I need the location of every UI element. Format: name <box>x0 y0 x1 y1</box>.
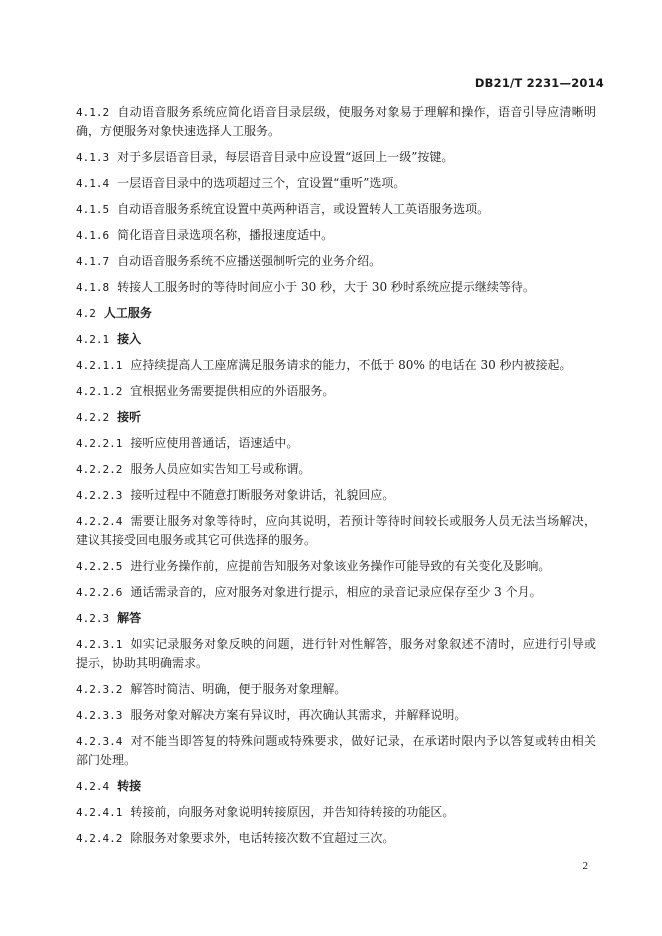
clause-paragraph <box>76 174 596 193</box>
clause-number: 4.1.8 <box>76 281 110 294</box>
clause-number: 4.1.3 <box>76 151 110 164</box>
document-body <box>76 103 596 855</box>
clause-text: 对于多层语音目录，每层语音目录中应设置“返回上一级”按键。 <box>117 150 454 164</box>
clause-text: 通话需录音的，应对服务对象进行提示，相应的录音记录应保存至少 3 个月。 <box>130 585 542 599</box>
clause-number: 4.2.3.4 <box>76 735 123 748</box>
clause-number: 4.2.3.3 <box>76 709 123 722</box>
clause-number: 4.2.2.5 <box>76 560 123 573</box>
clause-number: 4.2.4 <box>76 780 110 793</box>
clause-number: 4.2 <box>76 307 96 320</box>
clause-paragraph <box>76 486 596 505</box>
clause-number: 4.1.6 <box>76 229 110 242</box>
clause-number: 4.2.1.2 <box>76 385 123 398</box>
clause-paragraph <box>76 252 596 271</box>
clause-paragraph <box>76 200 596 219</box>
clause-paragraph <box>76 148 596 167</box>
clause-paragraph <box>76 583 596 602</box>
clause-number: 4.2.1.1 <box>76 359 123 372</box>
document-code: DB21/T 2231—2014 <box>474 76 604 90</box>
clause-number: 4.1.5 <box>76 203 110 216</box>
clause-text: 服务对象对解决方案有异议时，再次确认其需求，并解释说明。 <box>130 708 467 722</box>
heading-text: 接听 <box>117 410 142 424</box>
clause-text: 对不能当即答复的特殊问题或特殊要求，做好记录，在承诺时限内予以答复或转由相关部门处理。 <box>76 734 596 767</box>
clause-text: 除服务对象要求外，电话转接次数不宜超过三次。 <box>130 831 395 845</box>
clause-paragraph <box>76 706 596 725</box>
heading-text: 人工服务 <box>103 306 152 320</box>
clause-paragraph <box>76 732 596 770</box>
heading-text: 解答 <box>117 611 142 625</box>
clause-text: 接听过程中不随意打断服务对象讲话，礼貌回应。 <box>130 488 395 502</box>
clause-paragraph <box>76 103 596 141</box>
heading-text: 接入 <box>117 332 142 346</box>
clause-paragraph <box>76 512 596 550</box>
clause-number: 4.2.3.1 <box>76 638 123 651</box>
clause-paragraph <box>76 635 596 673</box>
clause-number: 4.2.2.4 <box>76 515 123 528</box>
clause-paragraph <box>76 680 596 699</box>
clause-number: 4.2.1 <box>76 333 110 346</box>
clause-number: 4.1.4 <box>76 177 110 190</box>
clause-number: 4.2.2 <box>76 411 110 424</box>
section-heading <box>76 609 596 628</box>
clause-number: 4.2.3 <box>76 612 110 625</box>
clause-text: 简化语音目录选项名称，播报速度适中。 <box>117 228 334 242</box>
section-heading <box>76 777 596 796</box>
clause-text: 应持续提高人工座席满足服务请求的能力，不低于 80% 的电话在 30 秒内被接起。 <box>130 358 572 372</box>
clause-paragraph <box>76 803 596 822</box>
clause-paragraph <box>76 829 596 848</box>
clause-paragraph <box>76 356 596 375</box>
clause-paragraph <box>76 460 596 479</box>
clause-text: 自动语音服务系统不应播送强制听完的业务介绍。 <box>117 254 382 268</box>
clause-paragraph <box>76 434 596 453</box>
clause-text: 接听应使用普通话，语速适中。 <box>130 436 299 450</box>
clause-text: 服务人员应如实告知工号或称谓。 <box>130 462 311 476</box>
section-heading <box>76 330 596 349</box>
clause-text: 解答时简洁、明确，便于服务对象理解。 <box>130 682 347 696</box>
section-heading <box>76 304 596 323</box>
clause-text: 转接人工服务时的等待时间应小于 30 秒，大于 30 秒时系统应提示继续等待。 <box>117 280 535 294</box>
clause-text: 宜根据业务需要提供相应的外语服务。 <box>130 384 335 398</box>
clause-number: 4.2.2.6 <box>76 586 123 599</box>
clause-number: 4.2.4.2 <box>76 832 123 845</box>
clause-number: 4.2.2.1 <box>76 437 123 450</box>
clause-text: 需要让服务对象等待时，应向其说明，若预计等待时间较长或服务人员无法当场解决，建议其接受回电服务或其它可供选择的服务。 <box>76 514 596 547</box>
clause-paragraph <box>76 278 596 297</box>
clause-paragraph <box>76 557 596 576</box>
clause-text: 如实记录服务对象反映的问题，进行针对性解答，服务对象叙述不清时，应进行引导或提示，协助其明确需求。 <box>76 637 596 670</box>
clause-text: 自动语音服务系统宜设置中英两种语言，或设置转人工英语服务选项。 <box>117 202 490 216</box>
clause-text: 转接前，向服务对象说明转接原因，并告知待转接的功能区。 <box>130 805 455 819</box>
clause-paragraph <box>76 226 596 245</box>
clause-number: 4.1.7 <box>76 255 110 268</box>
clause-paragraph <box>76 382 596 401</box>
clause-number: 4.2.3.2 <box>76 683 123 696</box>
heading-text: 转接 <box>117 779 142 793</box>
clause-text: 自动语音服务系统应简化语音目录层级，使服务对象易于理解和操作，语音引导应清晰明确，方便服务对象快速选择人工服务。 <box>76 105 596 138</box>
clause-number: 4.2.2.2 <box>76 463 123 476</box>
clause-number: 4.2.2.3 <box>76 489 123 502</box>
section-heading <box>76 408 596 427</box>
clause-number: 4.1.2 <box>76 106 110 119</box>
page-number: 2 <box>582 860 588 872</box>
clause-number: 4.2.4.1 <box>76 806 123 819</box>
clause-text: 一层语音目录中的选项超过三个，宜设置“重听”选项。 <box>117 176 406 190</box>
clause-text: 进行业务操作前，应提前告知服务对象该业务操作可能导致的有关变化及影响。 <box>130 559 551 573</box>
